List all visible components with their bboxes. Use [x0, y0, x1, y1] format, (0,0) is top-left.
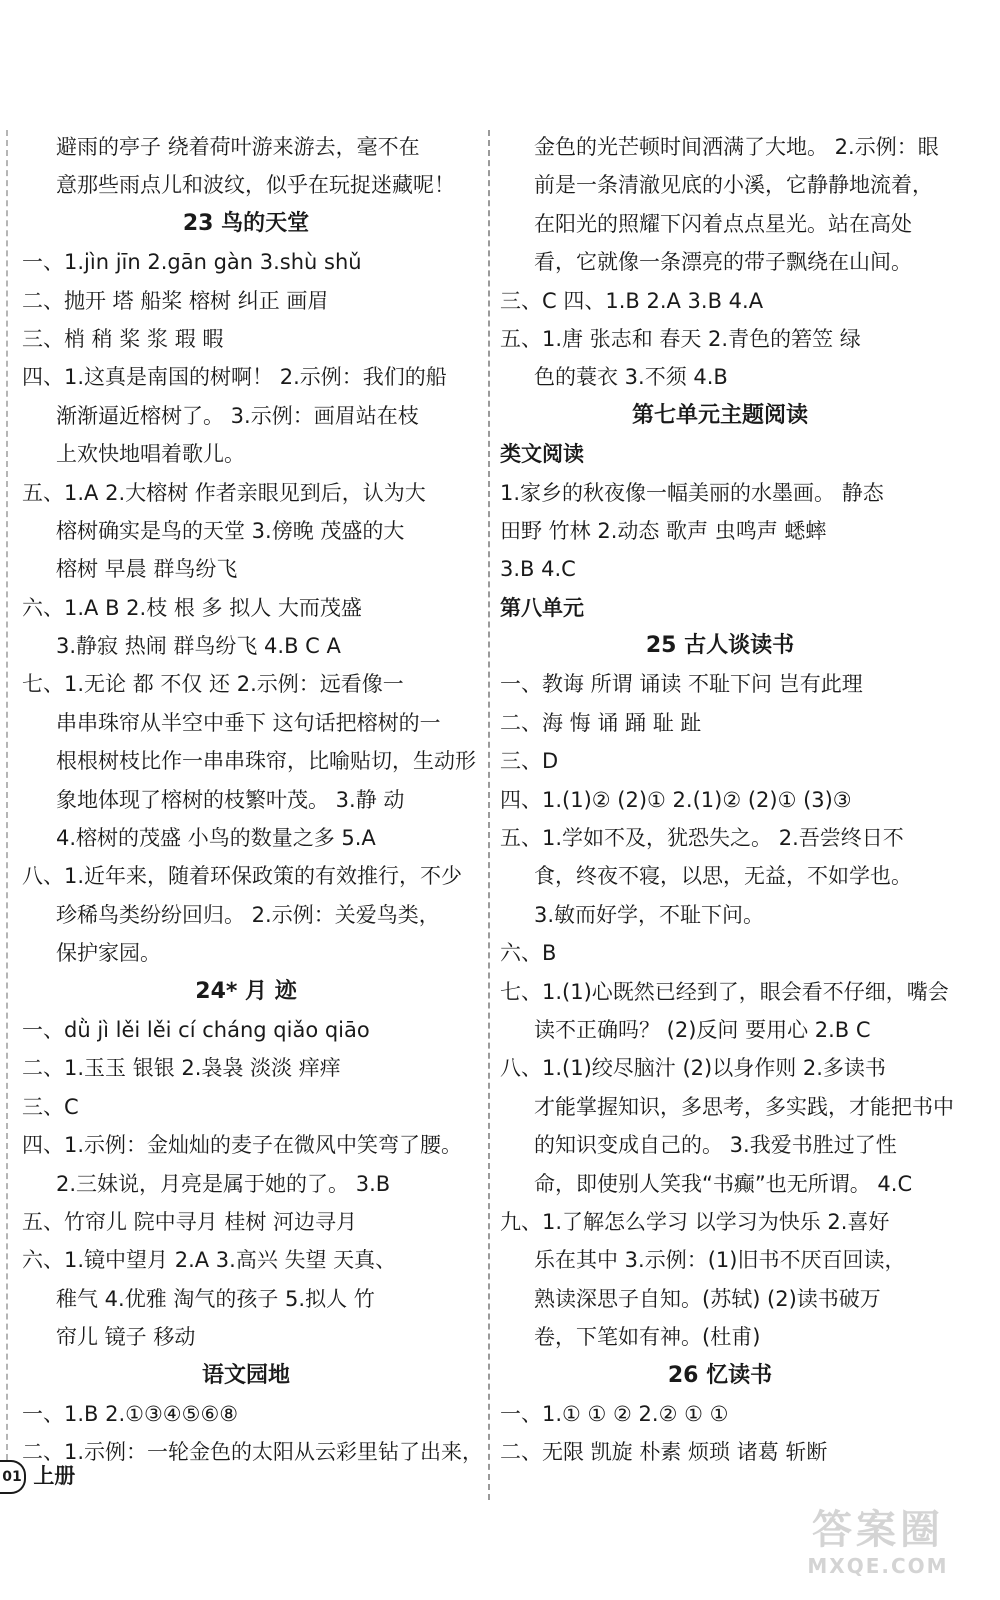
answer-line-continued: 榕树确实是鸟的天堂 3.傍晚 茂盛的大 [56, 518, 405, 543]
answer-line-continued: 才能掌握知识，多思考，多实践，才能把书中 [534, 1094, 954, 1119]
answer-line-continued: 2.三妹说，月亮是属于她的了。 3.B [56, 1171, 391, 1196]
answer-line-continued: 色的蓑衣 3.不须 4.B [534, 365, 728, 390]
answer-line: 八、1.(1)绞尽脑汁 (2)以身作则 2.多读书 [500, 1056, 886, 1081]
answer-line: 二、1.玉玉 银银 2.袅袅 淡淡 痒痒 [22, 1056, 341, 1081]
section-title: 23 鸟的天堂 [182, 210, 310, 236]
answer-line-continued: 避雨的亭子 绕着荷叶游来游去，毫不在 [56, 135, 420, 159]
section-title: 语文园地 [201, 1362, 290, 1388]
section-title: 26 忆读书 [667, 1362, 773, 1388]
site-watermark [778, 1506, 978, 1586]
answer-line: 四、1.这真是南国的树啊！ 2.示例：我们的船 [22, 365, 447, 390]
answer-line: 四、1.(1)② (2)① 2.(1)② (2)① (3)③ [500, 787, 852, 812]
answer-line: 五、1.A 2.大榕树 作者亲眼见到后，认为大 [22, 480, 426, 505]
answer-line-continued: 看，它就像一条漂亮的带子飘绕在山间。 [534, 250, 912, 275]
answer-line: 三、梢 稍 桨 浆 瑕 暇 [22, 326, 224, 351]
answer-line-continued: 3.静寂 热闹 群鸟纷飞 4.B C A [56, 634, 341, 659]
answer-line: 三、C [22, 1094, 79, 1119]
watermark-url: MXQE.COM [807, 1554, 949, 1578]
left-page-edge-dashes [6, 130, 8, 1470]
answer-line: 三、D [500, 749, 559, 774]
answer-line-continued: 前是一条清澈见底的小溪，它静静地流着， [534, 173, 933, 198]
answer-line: 七、1.无论 都 不仅 还 2.示例：远看像一 [22, 672, 404, 697]
answer-line: 九、1.了解怎么学习 以学习为快乐 2.喜好 [500, 1209, 890, 1234]
answer-line: 六、1.镜中望月 2.A 3.高兴 失望 天真、 [22, 1248, 397, 1273]
answer-line-continued: 渐渐逼近榕树了。 3.示例：画眉站在枝 [56, 403, 419, 428]
answer-line-continued: 金色的光芒顿时间洒满了大地。 2.示例：眼 [534, 135, 939, 159]
answer-line-continued: 3.敏而好学，不耻下问。 [534, 902, 765, 927]
page-number-tab: 01 [0, 1460, 26, 1494]
answer-line: 3.B 4.C [500, 557, 576, 582]
answer-line: 一、教诲 所谓 诵读 不耻下问 岂有此理 [500, 672, 863, 697]
answer-line-continued: 象地体现了榕树的枝繁叶茂。 3.静 动 [56, 787, 405, 812]
left-column [22, 128, 484, 1472]
answer-line: 二、无限 凯旋 朴素 烦琐 诸葛 斩断 [500, 1440, 828, 1465]
answer-line-continued: 熟读深思子自知。(苏轼) (2)读书破万 [534, 1286, 881, 1311]
answer-line: 五、1.唐 张志和 春天 2.青色的箬笠 绿 [500, 326, 861, 351]
answer-line-continued: 4.榕树的茂盛 小鸟的数量之多 5.A [56, 826, 376, 851]
answer-line: 二、海 悔 诵 踊 耻 趾 [500, 710, 702, 735]
section-title: 24* 月 迹 [195, 978, 297, 1004]
answer-line: 一、dǜ jì lěi lěi cí cháng qiǎo qiāo [22, 1017, 370, 1042]
answer-line: 六、1.A B 2.枝 根 多 拟人 大而茂盛 [22, 595, 362, 620]
answer-line: 八、1.近年来，随着环保政策的有效推行，不少 [22, 864, 463, 889]
answer-line-continued: 读不正确吗？ (2)反问 要用心 2.B C [534, 1017, 871, 1042]
answer-line: 田野 竹林 2.动态 歌声 虫鸣声 蟋蟀 [500, 518, 827, 543]
answer-line-continued: 乐在其中 3.示例：(1)旧书不厌百回读， [534, 1248, 906, 1273]
answer-line-continued: 意那些雨点儿和波纹，似乎在玩捉迷藏呢！ [56, 173, 455, 198]
section-subheading: 第八单元 [500, 595, 584, 620]
right-column [500, 128, 954, 1472]
answer-line-continued: 珍稀鸟类纷纷回归。 2.示例：关爱鸟类， [56, 902, 440, 927]
answer-line-continued: 的知识变成自己的。 3.我爱书胜过了性 [534, 1133, 897, 1158]
watermark-logo-text: 答案圈 [812, 1507, 944, 1553]
answer-line-continued: 根根树枝比作一串串珠帘，比喻贴切，生动形 [56, 749, 476, 774]
answer-line-continued: 稚气 4.优雅 淘气的孩子 5.拟人 竹 [56, 1286, 375, 1311]
answer-line: 一、1.jìn jīn 2.gān gàn 3.shù shǔ [22, 250, 362, 275]
answer-line: 1.家乡的秋夜像一幅美丽的水墨画。 静态 [500, 480, 884, 505]
answer-line-continued: 食，终夜不寝，以思，无益，不如学也。 [534, 864, 912, 889]
answer-line-continued: 榕树 早晨 群鸟纷飞 [56, 557, 238, 582]
page-footer [0, 1456, 75, 1496]
answer-line: 三、C 四、1.B 2.A 3.B 4.A [500, 288, 764, 313]
answer-line: 一、1.① ① ② 2.② ① ① [500, 1401, 729, 1426]
section-title: 第七单元主题阅读 [631, 402, 808, 428]
answer-line-continued: 保护家园。 [56, 941, 161, 966]
answer-line-continued: 在阳光的照耀下闪着点点星光。站在高处 [534, 211, 912, 236]
answer-line-continued: 卷，下笔如有神。(杜甫) [534, 1325, 761, 1350]
volume-label: 上册 [33, 1464, 76, 1488]
answer-line: 一、1.B 2.①③④⑤⑥⑧ [22, 1401, 239, 1426]
answer-line: 二、1.示例：一轮金色的太阳从云彩里钻了出来， [22, 1440, 484, 1465]
answer-line-continued: 命，即使别人笑我“书癫”也无所谓。 4.C [534, 1171, 913, 1196]
answer-line-continued: 上欢快地唱着歌儿。 [56, 442, 245, 467]
section-title: 25 古人谈读书 [645, 633, 795, 659]
answer-line: 六、B [500, 941, 557, 966]
answer-line: 四、1.示例：金灿灿的麦子在微风中笑弯了腰。 [22, 1133, 463, 1158]
answer-line-continued: 串串珠帘从半空中垂下 这句话把榕树的一 [56, 710, 441, 735]
answer-line: 五、1.学如不及，犹恐失之。 2.吾尝终日不 [500, 826, 904, 851]
answer-line: 二、抛开 塔 船桨 榕树 纠正 画眉 [22, 288, 329, 313]
column-divider [488, 130, 490, 1500]
answer-line: 五、竹帘儿 院中寻月 桂树 河边寻月 [22, 1209, 358, 1234]
answer-line: 七、1.(1)心既然已经到了，眼会看不仔细，嘴会 [500, 979, 949, 1004]
section-subheading: 类文阅读 [500, 442, 584, 467]
answer-line-continued: 帘儿 镜子 移动 [56, 1325, 196, 1350]
